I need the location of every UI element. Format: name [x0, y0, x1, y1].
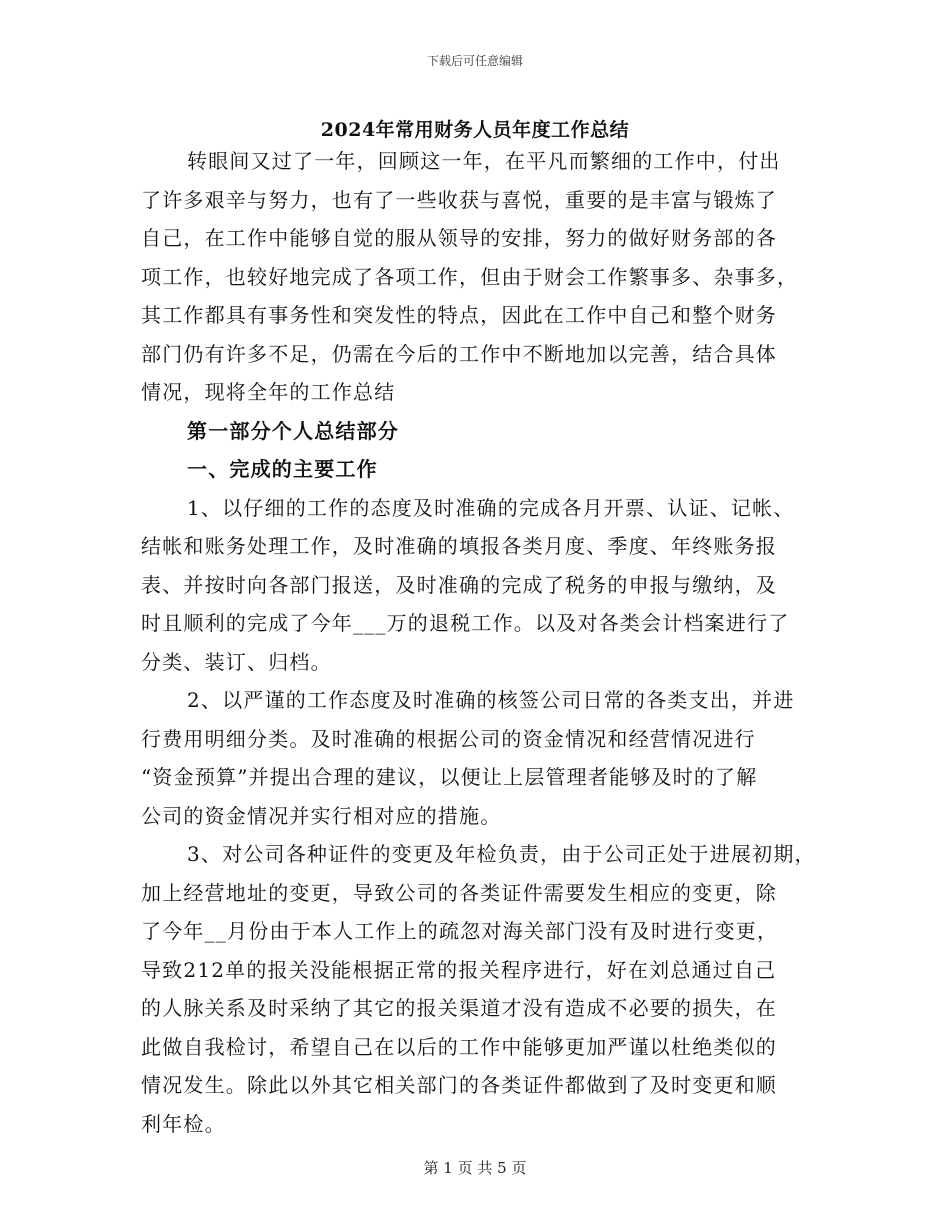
body-text-line: 时且顺利的完成了今年___万的退税工作。以及对各类会计档案进行了 — [141, 611, 790, 635]
body-text-line: 自己，在工作中能够自觉的服从领导的安排，努力的做好财务部的各 — [141, 226, 777, 250]
body-text-line: 情况，现将全年的工作总结 — [141, 380, 396, 404]
body-text-line: 情况发生。除此以外其它相关部门的各类证件都做到了及时变更和顺 — [141, 1073, 777, 1097]
body-text-line: 3、对公司各种证件的变更及年检负责，由于公司正处于进展初期， — [187, 842, 816, 866]
body-text-line: 其工作都具有事务性和突发性的特点，因此在工作中自己和整个财务 — [141, 303, 777, 327]
body-text-line: 结帐和账务处理工作，及时准确的填报各类月度、季度、年终账务报 — [141, 534, 777, 558]
document-body — [141, 142, 817, 1143]
body-text-line: 公司的资金情况并实行相对应的措施。 — [141, 803, 502, 828]
body-text-line: 了今年__月份由于本人工作上的疏忽对海关部门没有及时进行变更， — [141, 919, 779, 943]
document-title: 2024年常用财务人员年度工作总结 — [320, 119, 630, 141]
body-text-line: 表、并按时向各部门报送，及时准确的完成了税务的申报与缴纳，及 — [141, 572, 777, 597]
body-text-line: 项工作，也较好地完成了各项工作，但由于财会工作繁事多、杂事多， — [141, 264, 799, 289]
body-text-line: 部门仍有许多不足，仍需在今后的工作中不断地加以完善，结合具体 — [141, 341, 777, 366]
body-text-line: 利年检。 — [141, 1111, 226, 1136]
body-text-line: 导致212单的报关没能根据正常的报关程序进行，好在刘总通过自己 — [141, 957, 777, 982]
body-text-line: 了许多艰辛与努力，也有了一些收获与喜悦，重要的是丰富与锻炼了 — [141, 187, 777, 212]
body-text-line: 分类、装订、归档。 — [141, 649, 332, 674]
page-footer: 第 1 页 共 5 页 — [423, 1159, 527, 1177]
body-text-line: 的人脉关系及时采纳了其它的报关渠道才没有造成不必要的损失，在 — [141, 996, 777, 1020]
section-heading: 第一部分个人总结部分 — [187, 418, 399, 443]
body-text-line: 2、以严谨的工作态度及时准确的核签公司日常的各类支出，并进 — [187, 688, 795, 712]
body-text-line: 转眼间又过了一年，回顾这一年，在平凡而繁细的工作中，付出 — [187, 149, 781, 173]
body-text-line: 加上经营地址的变更，导致公司的各类证件需要发生相应的变更，除 — [141, 880, 777, 905]
body-text-line: 行费用明细分类。及时准确的根据公司的资金情况和经营情况进行 — [141, 726, 756, 751]
body-text-line: “资金预算”并提出合理的建议，以便让上层管理者能够及时的了解 — [141, 765, 758, 789]
section-heading: 一、完成的主要工作 — [187, 457, 378, 481]
body-text-line: 1、以仔细的工作的态度及时准确的完成各月开票、认证、记帐、 — [187, 495, 795, 520]
page-header: 下载后可任意编辑 — [426, 54, 523, 68]
body-text-line: 此做自我检讨，希望自己在以后的工作中能够更加严谨以杜绝类似的 — [141, 1034, 777, 1059]
